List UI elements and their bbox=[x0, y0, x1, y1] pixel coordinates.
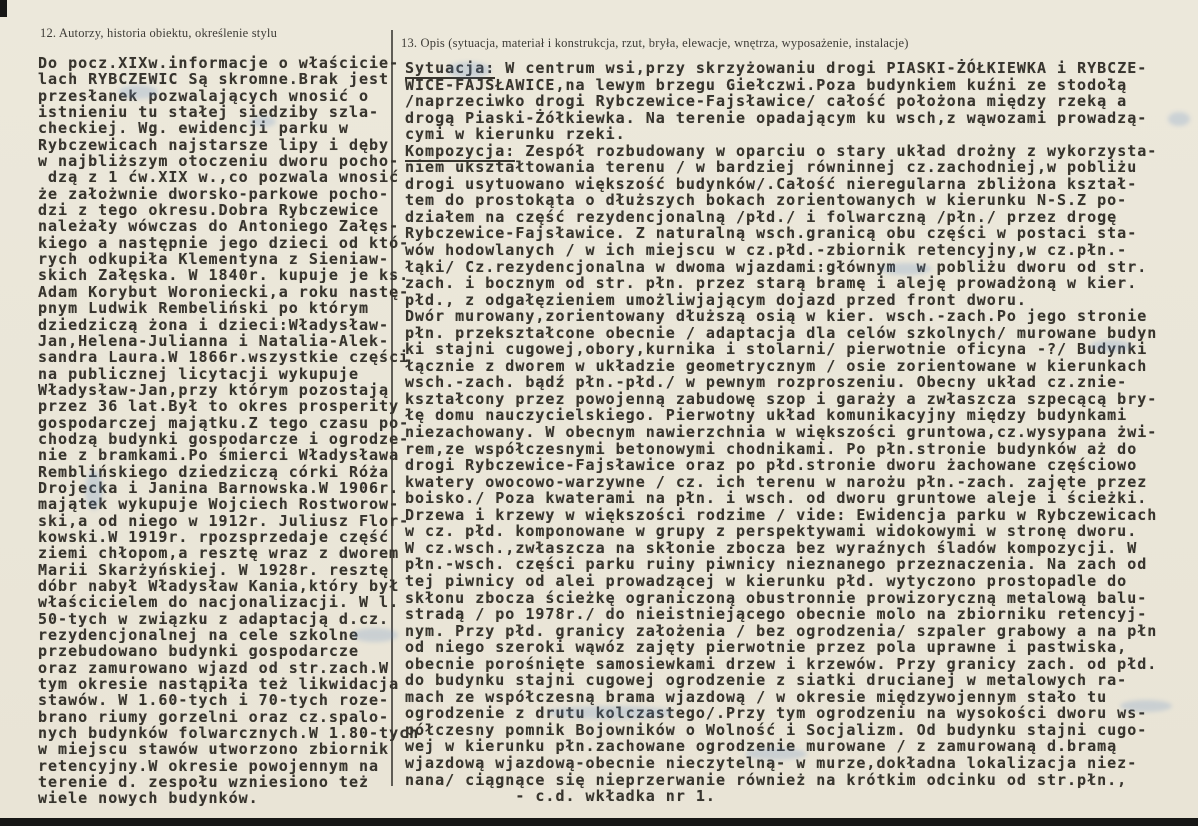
text-line: nym. Przy płd. granicy założenia / bez ogrodzenia/ szpaler grabowy a na płn bbox=[405, 621, 1158, 640]
text-line: Jan,Helena-Julianna i Natalia-Alek- bbox=[38, 331, 390, 350]
text-line: WICE-FAJSŁAWICE,na lewym brzegu Giełczwi.Poza budynkiem kuźni ze stodołą bbox=[405, 75, 1128, 94]
text-line: wej w kierunku płn.zachowane ogrodzenie murowane / z zamurowaną d.bramą bbox=[405, 737, 1118, 756]
text-line: w cz. płd. komponowane w grupy z perspektywami widokowymi w stronę dworu. bbox=[405, 522, 1138, 541]
text-line: rezydencjonalnej na cele szkolne bbox=[38, 626, 359, 645]
text-line: dóbr nabył Władysław Kania,który był bbox=[38, 577, 400, 595]
text-line: wiele nowych budynków. bbox=[38, 789, 259, 808]
text-line: przez 36 lat.Był to okres prosperity bbox=[38, 397, 400, 416]
text-line: Kompozycja: Zespół rozbudowany w oparciu o stary układ drożny z wykorzysta- bbox=[405, 141, 1158, 160]
text-line: w miejscu stawów utworzono zbiornik bbox=[38, 740, 390, 759]
text-line: zach. i bocznym od str. płn. przez starą bramę i aleję prowadżoną w kier. bbox=[405, 274, 1138, 293]
text-line: w najbliższym otoczeniu dworu pocho- bbox=[38, 152, 400, 171]
text-line: boisko./ Poza kwaterami na płn. i wsch. od dworu gruntowe aleje i ścieżki. bbox=[405, 489, 1148, 508]
text-line: płn.-wsch. części parku ruiny piwnicy nieznanego przeznaczenia. Na zach od bbox=[405, 555, 1148, 574]
text-line: właścicielem do nacjonalizacji. W l. bbox=[38, 593, 400, 612]
text-line: Rybczewicach najstarsze lipy i dęby bbox=[38, 135, 390, 154]
text-line: nie z bramkami.Po śmierci Władysława bbox=[38, 446, 400, 465]
text-line: chodzą budynki gospodarcze i ogrodze- bbox=[38, 429, 410, 448]
text-line: nych budynków folwarcznych.W 1.80-tych bbox=[38, 724, 420, 743]
text-line: łąki/ Cz.rezydencjonalna w dwoma wjazdami:głównym w pobliżu dworu od str. bbox=[405, 257, 1148, 276]
section-12-header: 12. Autorzy, historia obiektu, określenie stylu bbox=[40, 26, 278, 40]
text-line: wjazdową wjazdową-obecnie nieczytelną- w murze,dokładna lokalizacja niez- bbox=[405, 753, 1138, 772]
text-line: majątek wykupuje Wojciech Rostworow- bbox=[38, 495, 400, 514]
text-line: należały wówczas do Antoniego Załęs- bbox=[38, 217, 400, 236]
text-line: Adam Korybut Woroniecki,a roku nastę- bbox=[38, 282, 410, 301]
text-line: /naprzeciwko drogi Rybczewice-Fajsławice/ całość położona między rzeką a bbox=[405, 92, 1128, 111]
text-line: niezachowany. W obecnym nawierzchnia w większości gruntowa,cz.wysypana żwi- bbox=[405, 423, 1158, 442]
text-line: Rybczewice-Fajsławice. Z naturalną wsch.granicą obu części w postaci sta- bbox=[405, 224, 1138, 243]
text-line: drogą Piaski-Żółkiewka. Na terenie opadającym ku wsch,z wąwozami prowadzą- bbox=[405, 108, 1148, 127]
text-line: cymi w kierunku rzeki. bbox=[405, 125, 626, 144]
text-line: działem na część rezydencjonalną /płd./ i folwarczną /płn./ przez drogę bbox=[405, 207, 1118, 226]
text-line: terenie d. zespołu wzniesiono też bbox=[38, 773, 370, 792]
text-line: istnieniu tu stałej siedziby szla- bbox=[38, 103, 380, 122]
text-line: kowski.W 1919r. rpozsprzedaje część bbox=[38, 527, 390, 546]
text-line: tej piwnicy od alei prowadzącej w kierunku płd. wytyczono prostopadle do bbox=[405, 571, 1128, 590]
text-line: sandra Laura.W 1866r.wszystkie części bbox=[38, 348, 410, 367]
text-line: Drzewa i krzewy w większości rodzime / vide: Ewidencja parku w Rybczewicach bbox=[405, 505, 1158, 524]
text-line: płd., z odgałęzieniem umożliwjającym dojazd przed front dworu. bbox=[405, 290, 1027, 309]
text-line: 50-tych w związku z adaptacją d.cz. bbox=[38, 609, 390, 628]
text-line: łę domu nauczycielskiego. Pierwotny układ komunikacyjny między budynkami bbox=[405, 406, 1128, 425]
text-line: stawów. W 1.60-tych i 70-tych roze- bbox=[38, 691, 390, 710]
text-line: dziedziczą żona i dzieci:Władysław- bbox=[38, 315, 390, 334]
text-line: że założwnie dworsko-parkowe pocho- bbox=[38, 184, 390, 203]
description-text-column bbox=[405, 60, 1195, 805]
text-line: ski,a od niego w 1912r. Juliusz Flor- bbox=[38, 511, 410, 530]
text-line: skich Załęska. W 1840r. kupuje je ks. bbox=[38, 266, 410, 285]
text-line: rych odkupiła Klementyna z Sieniaw- bbox=[38, 250, 390, 269]
text-line: łącznie z dworem w układzie geometrycznym / osie zorientowane w kierunkach bbox=[405, 356, 1148, 375]
text-line: pnym Ludwik Rembeliński po którym bbox=[38, 299, 370, 318]
text-line: Marii Skarżyńskiej. W 1928r. resztę bbox=[38, 560, 390, 579]
text-line: kształcony przez powojenną zabudowę szop i garaży a zwłaszcza szpecącą bry- bbox=[405, 389, 1158, 408]
text-line: półczesny pomnik Bojowników o Wolność i Socjalizm. Od budynku stajni cugo- bbox=[405, 720, 1148, 739]
text-line: gospodarczej majątku.Z tego czasu po- bbox=[38, 413, 410, 432]
text-line: checkiej. Wg. ewidencji parku w bbox=[38, 119, 349, 138]
text-line: brano riumy gorzelni oraz cz.spalo- bbox=[38, 707, 390, 726]
text-line: przebudowano budynki gospodarcze bbox=[38, 642, 359, 661]
text-line: dzi z tego okresu.Dobra Rybczewice bbox=[38, 201, 380, 220]
text-line: skłonu zbocza ścieżkę ograniczoną obustronnie prowizoryczną metalową balu- bbox=[405, 588, 1148, 607]
text-line: Sytuacja: W centrum wsi,przy skrzyżowaniu drogi PIASKI-ŻÓŁKIEWKA i RYBCZE- bbox=[405, 59, 1148, 77]
section-13-header: 13. Opis (sytuacja, materiał i konstrukcja, rzut, bryła, elewacje, wnętrza, wyposażenie, instalacje) bbox=[401, 36, 909, 50]
text-line: Dwór murowany,zorientowany dłuższą osią w kier. wsch.-zach.Po jego stronie bbox=[405, 307, 1148, 326]
text-line: do budynku stajni cugowej ogrodzenie z siatki drucianej w metalowych ra- bbox=[405, 671, 1128, 690]
text-line: na publicznej licytacji wykupuje bbox=[38, 364, 359, 383]
text-line: ogrodzenie z drutu kolczastego/.Przy tym ogrodzeniu na wysokości dworu ws- bbox=[405, 704, 1148, 723]
text-line: retencyjny.W okresie powojennym na bbox=[38, 756, 380, 775]
text-line: W cz.wsch.,zwłaszcza na skłonie zbocza bez wyraźnych śladów kompozycji. W bbox=[405, 538, 1138, 557]
text-line: tym okresie nastąpiła też likwidacja bbox=[38, 675, 400, 694]
text-line: od niego szeroki wąwóz zajęty pierwotnie przez pola uprawne i pastwiska, bbox=[405, 638, 1128, 657]
underlined-keyword: Kompozycja: bbox=[405, 141, 516, 160]
text-line: kiego a następnie jego dzieci od któ- bbox=[38, 233, 410, 252]
text-line: Władysław-Jan,przy którym pozostają bbox=[38, 380, 390, 399]
text-line: drogi usytuowano większość budynków/.Całość nieregularna zbliżona kształ- bbox=[405, 174, 1138, 193]
text-line: nana/ ciągnące się nieprzerwanie również na krótkim odcinku od str.płn., bbox=[405, 770, 1128, 789]
scan-edge-corner bbox=[0, 0, 7, 17]
text-line: ki stajni cugowej,obory,kurnika i stolarni/ pierwotnie oficyna -?/ Budynki bbox=[405, 340, 1148, 359]
text-line: Remblińskiego dziedziczą córki Róża bbox=[38, 462, 390, 481]
text-line: - c.d. wkładka nr 1. bbox=[405, 787, 716, 806]
text-line: Do pocz.XIXw.informacje o właścicie- bbox=[38, 54, 400, 72]
text-line: stradą / po 1978r./ do nieistniejącego obecnie molo na zbiorniku retencyj- bbox=[405, 605, 1148, 624]
text-line: Drojecka i Janina Barnowska.W 1906r. bbox=[38, 478, 400, 497]
text-line: niem ukształtowania terenu / w bardziej równinnej cz.zachodniej,w pobliżu bbox=[405, 158, 1138, 177]
text-line: kwatery owocowo-warzywne / cz. ich terenu w narożu płn.-zach. zajęte przez bbox=[405, 472, 1148, 491]
text-line: oraz zamurowano wjazd od str.zach.W bbox=[38, 658, 390, 677]
text-line: mach ze współczesną brama wjazdową / w okresie międzywojennym stało tu bbox=[405, 687, 1108, 706]
text-line: ziemi chłopom,a resztę wraz z dworem bbox=[38, 544, 400, 563]
text-line: przesłanek pozwalających wnosić o bbox=[38, 86, 370, 105]
scan-edge-bottom bbox=[0, 818, 1198, 826]
text-line: płn. przekształcone obecnie / adaptacja dla celów szkolnych/ murowane budyn bbox=[405, 323, 1158, 342]
text-line: tem do prostokąta o dłuższych bokach zorientowanych w kierunku N-S.Z po- bbox=[405, 191, 1128, 210]
text-line: lach RYBCZEWIC Są skromne.Brak jest bbox=[38, 70, 390, 89]
text-line: rem,ze współczesnymi betonowymi chodnikami. Po płn.stronie budynków aż do bbox=[405, 439, 1138, 458]
text-line: dzą z 1 ćw.XIX w.,co pozwala wnosić bbox=[38, 168, 400, 187]
text-line: wów hodowlanych / w ich miejscu w cz.płd.-zbiornik retencyjny,w cz.płn.- bbox=[405, 241, 1128, 260]
underlined-keyword: Sytuacja: bbox=[405, 59, 496, 77]
text-line: wsch.-zach. bądź płn.-płd./ w pewnym rozproszeniu. Obecny układ cz.znie- bbox=[405, 373, 1128, 392]
text-line: obecnie porośnięte samosiewkami drzew i krzewów. Przy granicy zach. od płd. bbox=[405, 654, 1158, 673]
text-line: drogi Rybczewice-Fajsławice oraz po płd.stronie dworu żachowane częściowo bbox=[405, 456, 1138, 475]
history-text-column bbox=[38, 54, 420, 808]
